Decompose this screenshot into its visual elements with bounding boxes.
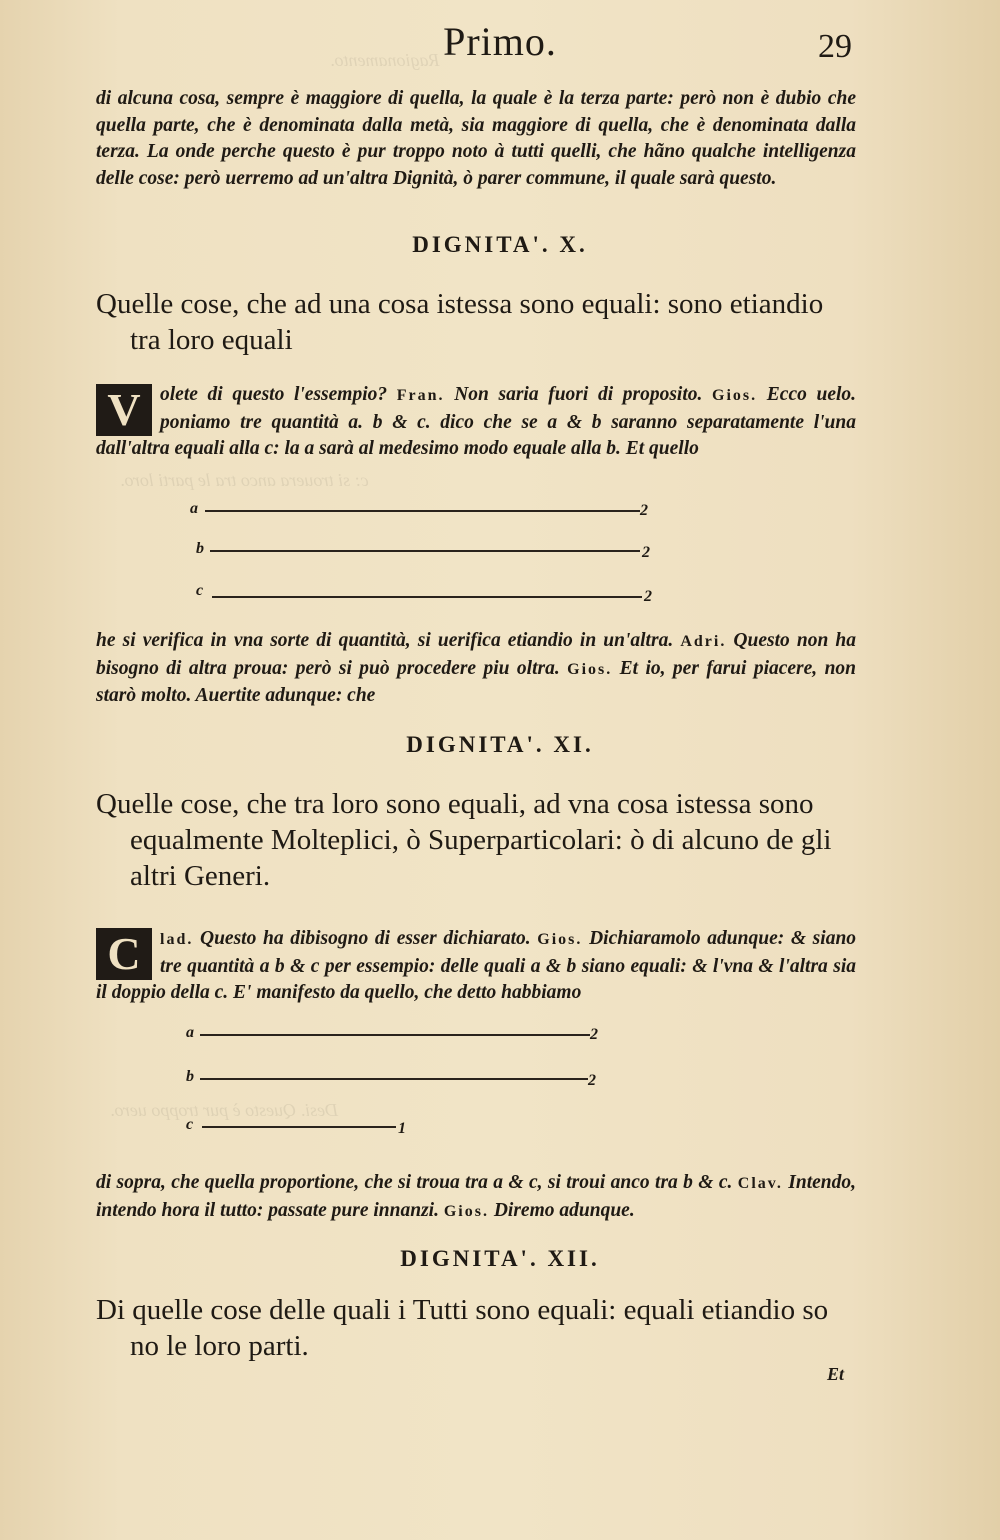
segment-label-left: b: [186, 1068, 194, 1085]
segment-label-right: 1: [398, 1120, 406, 1137]
axiom-xi: [96, 786, 866, 894]
segment-label-left: c: [196, 582, 204, 599]
axiom-line: Quelle cose, che tra loro sono equali, ad vna cosa istessa sono: [96, 788, 814, 820]
dialogue-text: Questo non ha bisogno di altra proua: però si può procedere piu oltra.: [96, 630, 857, 679]
catchword: Et: [826, 1364, 844, 1384]
speaker-name: Gios.: [712, 387, 758, 404]
show-through-text: Ragionamento.: [330, 50, 440, 70]
page-number: 29: [818, 28, 852, 65]
dialogue-text: he si verifica in vna sorte di quantità, si uerifica etiandio in un'altra.: [96, 630, 674, 651]
segment-label-right: 2: [642, 544, 650, 561]
paragraph-text: di alcuna cosa, sempre è maggiore di quella, la quale è la terza parte: però non è dubio che quella parte, che è denominata dalla metà, sia maggiore di quella, che è denominata dalla terza. La onde perche questo è pur troppo noto à tutti quelli, che hãno qualche intelligenza delle cose: però uerremo ad un'altra Dignità, ò parer commune, il quale sarà questo.: [96, 88, 856, 189]
dialogue-text: Intendo, intendo hora il tutto: passate pure innanzi.: [96, 1172, 857, 1221]
segment-c: [202, 1126, 396, 1128]
dialogue-text: Dichiaramolo adunque: & siano tre quantità a b & c per essempio: delle quali a & b siano equali: & l'vna & l'altra sia il doppio della c. E' manifesto da quello, che detto habbiamo: [96, 928, 857, 1003]
dialogue-text: Questo ha dibisogno di esser dichiarato.: [200, 928, 531, 949]
show-through-text: Desi. Questo è pur troppo uero.: [110, 1100, 339, 1120]
axiom-line: Di quelle cose delle quali i Tutti sono equali: equali etiandio so: [96, 1294, 829, 1326]
segment-c: [212, 596, 642, 598]
segment-label-left: c: [186, 1116, 194, 1133]
show-through-text: c: si trouera anco tra le parti loro.: [120, 470, 369, 490]
segment-a: [205, 510, 640, 512]
dialogue-text: Diremo adunque.: [493, 1199, 635, 1221]
dialogue-text: Ecco uelo. poniamo tre quantità a. b & c. dico che se a & b saranno separatamente l'una dall'altra equali alla c: la a sarà al medesimo modo equale alla b. Et quello: [96, 384, 857, 459]
dialogue-text: Et io, per farui piacere, non starò molto. Auertite adunque: che: [96, 657, 857, 706]
segment-label-left: b: [196, 540, 204, 557]
continuation-x: [96, 628, 856, 710]
axiom-line: altri Generi.: [130, 860, 271, 892]
section-heading-xi: DIGNITA'. XI.: [406, 732, 594, 757]
drop-cap: C: [96, 928, 152, 980]
segment-label-left: a: [186, 1024, 194, 1041]
dialogue-text: Non saria fuori di proposito.: [454, 384, 703, 405]
running-head: Primo.: [443, 19, 557, 64]
segment-label-left: a: [190, 500, 198, 517]
dialogue-text: olete di questo l'essempio?: [160, 384, 388, 405]
axiom-x: [96, 286, 866, 358]
speaker-name: lad.: [160, 931, 194, 948]
axiom-line: tra loro equali: [130, 324, 293, 356]
segment-b: [200, 1078, 588, 1080]
intro-paragraph: [96, 86, 856, 192]
speaker-name: Fran.: [396, 387, 445, 404]
drop-cap: V: [96, 384, 152, 436]
segment-label-right: 2: [588, 1072, 596, 1089]
axiom-line: equalmente Molteplici, ò Superparticolari: ò di alcuno de gli: [130, 824, 832, 856]
axiom-xii: [96, 1292, 866, 1364]
section-heading-xii: DIGNITA'. XII.: [400, 1246, 600, 1271]
section-heading-x: DIGNITA'. X.: [412, 232, 588, 257]
segment-label-right: 2: [590, 1026, 598, 1043]
segment-label-right: 2: [640, 502, 648, 519]
continuation-xi: [96, 1170, 856, 1225]
speaker-name: Gios.: [537, 931, 583, 948]
speaker-name: Adri.: [680, 633, 727, 650]
segment-b: [210, 550, 640, 552]
speaker-name: Clav.: [737, 1175, 783, 1192]
axiom-line: Quelle cose, che ad una cosa istessa sono equali: sono etiandio: [96, 288, 824, 320]
speaker-name: Gios.: [567, 660, 613, 678]
axiom-line: no le loro parti.: [130, 1330, 309, 1362]
segment-a: [200, 1034, 590, 1036]
dialogue-x: [96, 382, 856, 463]
dialogue-xi: [96, 926, 856, 1007]
dialogue-text: di sopra, che quella proportione, che si troua tra a & c, si troui anco tra b & c.: [96, 1172, 733, 1193]
speaker-name: Gios.: [443, 1202, 489, 1220]
segment-label-right: 2: [644, 588, 652, 605]
